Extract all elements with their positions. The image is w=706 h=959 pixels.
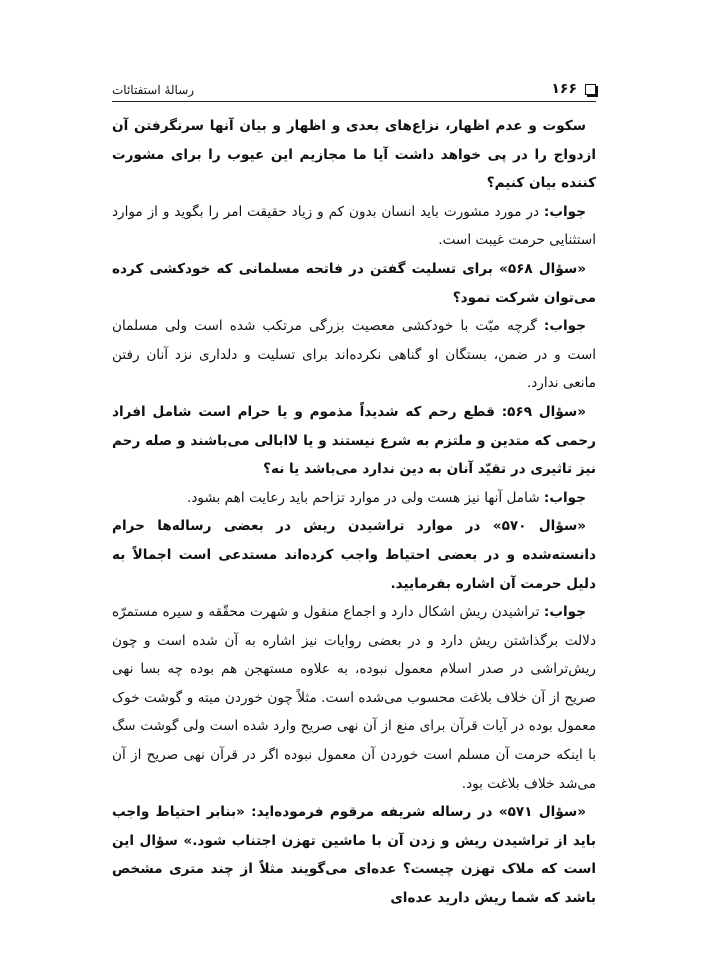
answer-text: گرچه میّت با خودکشی معصیت بزرگی مرتکب شده است ولی مسلمان است و در ضمن، بستگان او گناهی نکرده‌اند برای تسلیت و دلداری نزد آنان رفتن مانعی ندارد. xyxy=(112,318,596,392)
answer-paragraph xyxy=(112,312,596,398)
question-paragraph xyxy=(112,398,596,484)
answer-text: در مورد مشورت باید انسان بدون کم و زیاد حقیقت امر را بگوید و از موارد استثنایی حرمت غیبت است. xyxy=(112,203,596,249)
answer-text: تراشیدن ریش اشکال دارد و اجماع منقول و شهرت محقّقه و سیره مستمرّه دلالت برگذاشتن ریش دارد و در بعضی روایات نیز اشاره به آن شده است و چون ریش‌تراشی در صدر اسلام معمول نبوده، به علاوه مستهجن هم بوده چه بسا نهی صریح از آن خلاف بلاغت محسوب می‌شده است. مثلاً چون خوردن میته و گوشت خوک معمول بوده در آیات قرآن برای منع از آن نهی صریح وارد شده است ولی گوشت سگ با اینکه حرمت آن مسلم است خوردن آن معمول نبوده اگر در قرآن نهی صریح از آن می‌شد خلاف بلاغت بود. xyxy=(112,604,596,792)
question-paragraph xyxy=(112,512,596,598)
question-paragraph xyxy=(112,112,596,198)
answer-label: جواب: xyxy=(543,203,586,220)
question-text: در موارد تراشیدن ریش در بعضی رساله‌ها حرام دانسته‌شده و در بعضی احتیاط واجب کرده‌اند مستدعی است اجمالاً به دلیل حرمت آن اشاره بفرمایید. xyxy=(112,518,596,592)
question-text: برای تسلیت گفتن در فاتحه مسلمانی که خودکشی کرده می‌توان شرکت نمود؟ xyxy=(112,260,596,306)
question-paragraph xyxy=(112,255,596,312)
question-label: «سؤال ۵۶۸» xyxy=(499,260,587,277)
page-number: ۱۶۶ xyxy=(551,81,577,97)
running-title: رسالهٔ استفتائات xyxy=(112,83,195,97)
question-label: «سؤال ۵۷۰» xyxy=(492,518,586,535)
answer-paragraph xyxy=(112,598,596,798)
question-label: «سؤال ۵۷۱» xyxy=(498,804,586,821)
question-text: سکوت و عدم اظهار، نزاع‌های بعدی و اظهار و بیان آنها سرنگرفتن آن ازدواج را در پی خواهد داشت آیا ما مجازیم این عیوب را برای مشورت کننده بیان کنیم؟ xyxy=(112,118,596,192)
page-header xyxy=(112,68,596,102)
page-number-block xyxy=(551,81,596,97)
question-paragraph xyxy=(112,798,596,912)
question-text: در رساله شریفه مرقوم فرموده‌اید: «بنابر احتیاط واجب باید از تراشیدن ریش و زدن آن با ماشین تهزن اجتناب شود.» سؤال این است که ملاک تهزن چیست؟ عده‌ای می‌گویند مثلاً از چند متری مشخص باشد که شما ریش دارید عده‌ای xyxy=(112,804,596,907)
book-page xyxy=(112,68,596,928)
answer-label: جواب: xyxy=(543,318,586,335)
question-text: قطع رحم که شدیداً مذموم و یا حرام است شامل افراد رحمی که متدین و ملتزم به شرع نیستند و یا لاابالی می‌باشند و صله رحم نیز تاثیری در تقیّد آنان به دین ندارد می‌باشد یا نه؟ xyxy=(112,403,596,478)
square-bullet-icon xyxy=(585,84,596,95)
answer-label: جواب: xyxy=(543,489,586,506)
answer-label: جواب: xyxy=(543,604,586,621)
answer-paragraph xyxy=(112,484,596,513)
question-label: «سؤال ۵۶۹: xyxy=(501,403,586,420)
answer-paragraph xyxy=(112,198,596,255)
page-content xyxy=(112,112,596,913)
answer-text: شامل آنها نیز هست ولی در موارد تزاحم باید رعایت اهم بشود. xyxy=(187,489,544,506)
